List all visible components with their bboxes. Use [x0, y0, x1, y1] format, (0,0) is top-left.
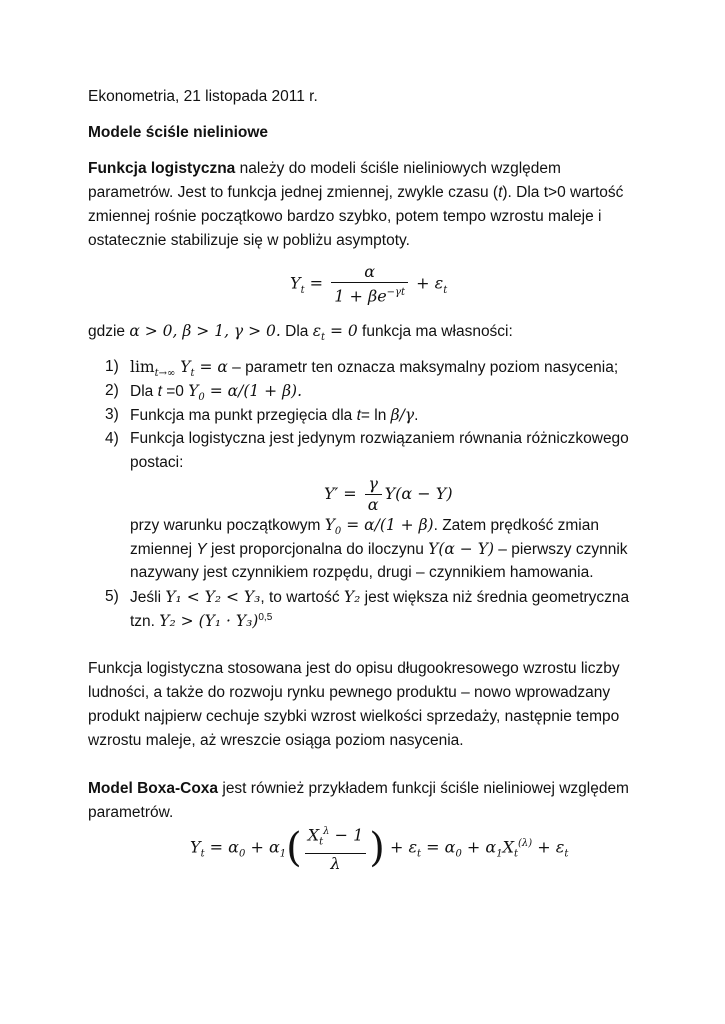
property-2-number: 2): [105, 382, 119, 399]
p5-l2-sup: 0,5: [258, 612, 273, 623]
p5-a: Jeśli: [130, 589, 166, 606]
ode-fraction: [365, 474, 382, 515]
bc-x-sub: t: [514, 848, 519, 860]
bc-c-sub: t: [417, 848, 422, 860]
intro-text-2-end: ). Dla t>0 wartość: [502, 184, 624, 201]
p4-cond-b: . Zatem prędkość zmian: [433, 517, 599, 534]
p5-math2: Y₂: [343, 588, 361, 606]
cond-mid: Dla: [280, 323, 313, 340]
property-3: [130, 406, 418, 425]
bc-d: = α: [421, 837, 456, 857]
bc-fraction: [305, 822, 367, 874]
ode-numerator: γ: [365, 474, 382, 495]
p3-text-b: = ln: [360, 407, 391, 424]
p3-text-a: Funkcja ma punkt przegięcia dla: [130, 407, 357, 424]
cond-math: α > 0, β > 1, γ > 0.: [129, 322, 281, 340]
bc-f: + ε: [532, 837, 565, 857]
bc-num-x: X: [307, 825, 320, 845]
intro-text-1: należy do modeli ściśle nieliniowych względem: [235, 160, 561, 177]
p5-l2-math: Y₂ > (Y₁ · Y₃): [159, 612, 259, 631]
property-2: [130, 382, 302, 403]
property-4-number: 4): [105, 430, 119, 447]
p3-t: t: [356, 407, 361, 424]
boxcox-intro-line-2: parametrów.: [88, 804, 174, 821]
applications-line-2: ludności, a także do rozwoju rynku pewnego produktu – nowo wprowadzany: [88, 684, 611, 701]
ode-equation: [324, 474, 453, 515]
p5-c: jest większa niż średnia geometryczna: [360, 589, 630, 606]
p3-math: β/γ: [390, 406, 415, 424]
property-4-line-4: [130, 540, 628, 559]
property-1-number: 1): [105, 358, 119, 375]
bc-x-sup: (λ): [518, 837, 533, 849]
bc-e: + α: [461, 837, 497, 857]
logistic-intro-line-1: [88, 160, 561, 178]
property-4-line-5: nazywany jest czynnikiem rozpędu, drugi – czynnikiem hamowania.: [130, 564, 594, 581]
lim-end: = α: [194, 358, 228, 376]
logistic-intro-line-3: zmiennej rośnie początkowo bardzo szybko, potem tempo wzrostu maleje i: [88, 208, 602, 225]
p5-b: , to wartość: [260, 589, 344, 606]
intro-t: t: [498, 184, 503, 201]
property-5-number: 5): [105, 588, 119, 605]
property-5-line-1: [130, 588, 629, 607]
p4-cond-math: = α/(1 + β): [341, 516, 434, 534]
p3-text-c: .: [414, 407, 419, 424]
bc-e-sub: 1: [496, 848, 503, 860]
p4-l2-y: Y: [196, 541, 207, 558]
bc-b-sub: 1: [279, 848, 287, 860]
bc-x: X: [502, 837, 514, 857]
eq-tail: + ε: [416, 273, 444, 293]
p4-cond-y: Y: [324, 516, 335, 534]
property-1: [130, 358, 618, 379]
bc-denominator: λ: [330, 853, 341, 873]
lim-y-sub: t: [190, 368, 195, 380]
lim: lim: [130, 358, 155, 376]
bc-num-sub: t: [319, 836, 324, 848]
p4-cond-y-sub: 0: [334, 526, 342, 538]
property-4-condition: [130, 516, 599, 537]
den-text: 1 + βe: [334, 286, 387, 306]
lim-y: Y: [175, 358, 191, 376]
fraction-numerator: α: [331, 262, 408, 283]
p4-cond-a: przy warunku początkowym: [130, 517, 325, 534]
property-1-text: – parametr ten oznacza maksymalny poziom nasycenia;: [227, 359, 619, 376]
date-line: Ekonometria, 21 listopada 2011 r.: [88, 88, 318, 105]
logistic-equation: [290, 262, 447, 306]
conditions-line: [88, 322, 513, 343]
property-3-number: 3): [105, 406, 119, 423]
bc-num-end: − 1: [329, 825, 364, 845]
p4-l2-math: Y(α − Y): [428, 540, 494, 558]
eq-lhs-sub: t: [300, 284, 305, 296]
applications-line-1: Funkcja logistyczna stosowana jest do opisu długookresowego wzrostu liczby: [88, 660, 620, 677]
logistic-intro-line-4: ostatecznie stabilizuje się w pobliżu asymptoty.: [88, 232, 410, 249]
eq-sign: =: [304, 273, 324, 293]
cond-prefix: gdzie: [88, 323, 130, 340]
applications-line-4: wzrostu maleje, aż wreszcie osiąga poziom nasycenia.: [88, 732, 464, 749]
p5-l2-a: tzn.: [130, 613, 160, 631]
bc-numerator: [305, 822, 367, 854]
property-4-line-1: Funkcja logistyczna jest jedynym rozwiązaniem równania różniczkowego: [130, 430, 629, 447]
p4-l2-c: – pierwszy czynnik: [494, 541, 628, 558]
property-4-line-2: postaci:: [130, 454, 184, 471]
p5-math: Y₁ < Y₂ < Y₃: [165, 588, 261, 606]
p2-y-sub: 0: [198, 392, 205, 404]
lim-sub: t→∞: [154, 368, 176, 380]
p2-y: Y: [188, 382, 199, 400]
cond-epsilon: ε: [312, 322, 322, 340]
logistic-intro-line-2: [88, 184, 623, 202]
bc-lhs: Y: [190, 837, 201, 857]
boxcox-intro-text: jest również przykładem funkcji ściśle nieliniowej względem: [218, 780, 629, 797]
p2-text-b: =0: [161, 383, 189, 400]
cond-epsilon-sub: t: [321, 332, 326, 344]
bc-a: = α: [204, 837, 239, 857]
applications-line-3: produkt najpierw cechuje szybki wzrost wielkości sprzedaży, następnie tempo: [88, 708, 620, 725]
p2-math-end: = α/(1 + β).: [204, 382, 303, 400]
eq-tail-sub: t: [443, 284, 448, 296]
cond-suffix: funkcja ma własności:: [357, 323, 513, 340]
bc-d-sub: 0: [455, 848, 462, 860]
right-paren: ): [369, 824, 385, 871]
fraction-denominator: [331, 283, 408, 306]
p2-t: t: [157, 383, 162, 400]
cond-math2-end: = 0: [325, 322, 358, 340]
logistic-term: Funkcja logistyczna: [88, 160, 236, 177]
bc-lhs-sub: t: [200, 848, 205, 860]
p4-l2-a: zmiennej: [130, 541, 197, 558]
bc-b: + α: [245, 837, 280, 857]
ode-rhs: Y(α − Y): [384, 484, 453, 503]
eq-lhs: Y: [290, 273, 301, 293]
bc-c: + ε: [384, 837, 418, 857]
boxcox-equation: [190, 822, 568, 874]
bc-num-sup: λ: [323, 826, 330, 837]
p2-text-a: Dla: [130, 383, 158, 400]
den-sup: −γt: [386, 287, 406, 298]
p4-l2-b: jest proporcjonalna do iloczynu: [206, 541, 429, 558]
bc-a-sub: 0: [238, 848, 246, 860]
ode-lhs: Y′ =: [324, 484, 357, 503]
boxcox-intro-line-1: [88, 780, 629, 798]
ode-denominator: α: [367, 495, 379, 514]
property-5-line-2: [130, 612, 272, 631]
logistic-fraction: [331, 262, 408, 306]
bc-f-sub: t: [564, 848, 569, 860]
section-title: Modele ściśle nieliniowe: [88, 124, 269, 141]
left-paren: (: [286, 824, 302, 871]
boxcox-term: Model Boxa-Coxa: [88, 780, 219, 797]
intro-text-2: parametrów. Jest to funkcja jednej zmiennej, zwykle czasu (: [88, 184, 499, 201]
